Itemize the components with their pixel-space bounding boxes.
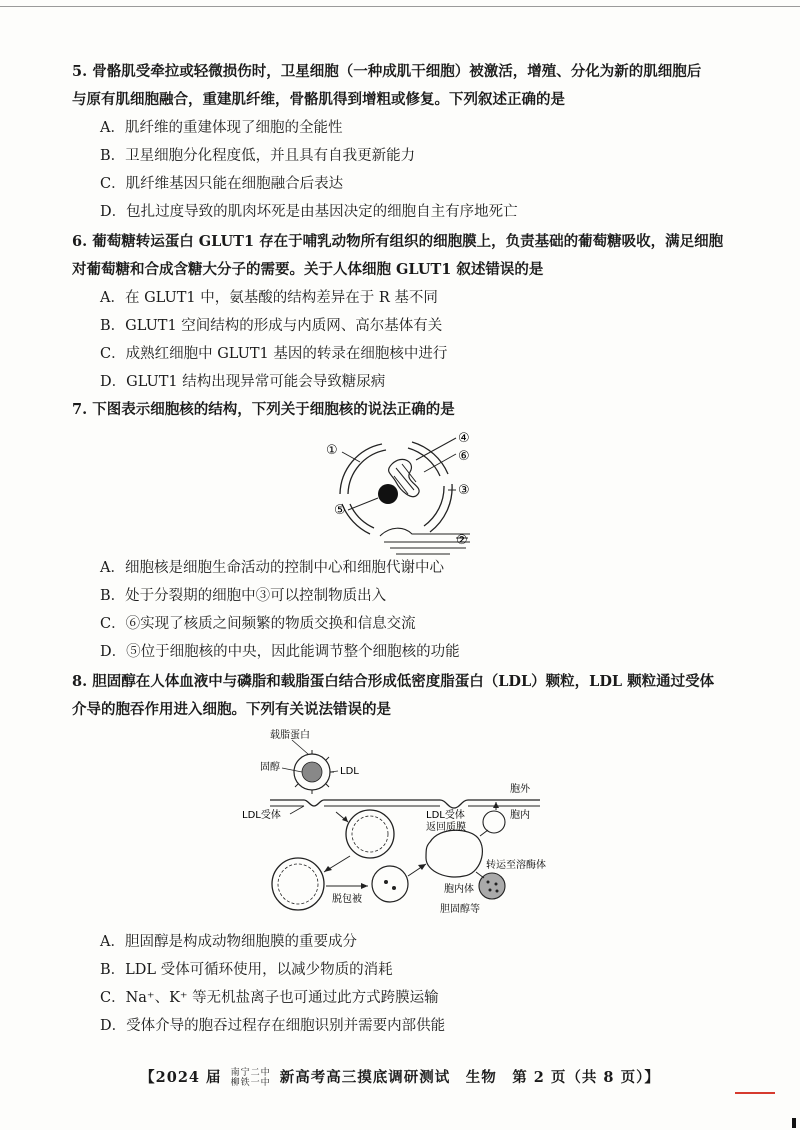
ldl-endocytosis-diagram xyxy=(240,726,570,918)
label-cholesterol: 固醇 xyxy=(260,762,280,773)
option-d: D．受体介导的胞吞过程存在细胞识别并需要内部供能 xyxy=(100,1018,446,1034)
stem-text: 胆固醇在人体血液中与磷脂和载脂蛋白结合形成低密度脂蛋白（LDL）颗粒，LDL 颗粒通过受体 xyxy=(92,673,715,690)
option-c: C．肌纤维基因只能在细胞融合后表达 xyxy=(100,176,344,192)
option-d: D．⑤位于细胞核的中央，因此能调节整个细胞核的功能 xyxy=(100,644,460,660)
question-8-stem-line-1 xyxy=(72,668,762,696)
label-inside: 胞内 xyxy=(510,810,530,821)
stem-text: 骨骼肌受牵拉或轻微损伤时，卫星细胞（一种成肌干细胞）被激活，增殖、分化为新的肌细胞后 xyxy=(92,63,702,80)
school-bottom: 柳铁一中 xyxy=(230,1078,271,1088)
option-a: A．细胞核是细胞生命活动的控制中心和细胞代谢中心 xyxy=(100,560,444,576)
page-edge-mark xyxy=(792,1118,796,1128)
top-rule xyxy=(0,6,800,7)
question-number: 5. xyxy=(72,63,88,80)
school-top: 南宁二中 xyxy=(230,1068,271,1078)
question-number: 6. xyxy=(72,233,88,250)
label-uncoat: 脱包被 xyxy=(332,894,362,905)
question-6-stem-line-2: 对葡萄糖和合成含糖大分子的需要。关于人体细胞 GLUT1 叙述错误的是 xyxy=(72,261,544,278)
option-b: B．卫星细胞分化程度低，并且具有自我更新能力 xyxy=(100,148,416,164)
label-2: ② xyxy=(456,533,468,548)
option-b: B．GLUT1 空间结构的形成与内质网、高尔基体有关 xyxy=(100,318,443,334)
question-6-stem-line-1 xyxy=(72,228,762,256)
option-c: C．Na⁺、K⁺ 等无机盐离子也可通过此方式跨膜运输 xyxy=(100,990,439,1006)
question-5-stem-line-1 xyxy=(72,58,762,86)
option-a: A．肌纤维的重建体现了细胞的全能性 xyxy=(100,120,343,136)
label-to-lysosome: 转运至溶酶体 xyxy=(486,860,546,871)
label-6: ⑥ xyxy=(458,449,470,464)
stem-text: 葡萄糖转运蛋白 GLUT1 存在于哺乳动物所有组织的细胞膜上，负责基础的葡萄糖吸收，满足细胞 xyxy=(92,233,724,250)
label-receptor-return-2: 返回质膜 xyxy=(426,822,466,833)
label-cholesterol-etc: 胆固醇等 xyxy=(440,904,480,915)
question-6 xyxy=(72,228,762,396)
label-4: ④ xyxy=(458,431,470,446)
option-a: A．胆固醇是构成动物细胞膜的重要成分 xyxy=(100,934,357,950)
label-endosome: 胞内体 xyxy=(444,884,474,895)
page-footer xyxy=(0,1066,800,1088)
label-3: ③ xyxy=(458,483,470,498)
label-outside: 胞外 xyxy=(510,784,530,795)
label-1: ① xyxy=(326,443,338,458)
question-number: 7. xyxy=(72,401,88,418)
question-8-stem xyxy=(72,668,762,724)
option-b: B．LDL 受体可循环使用，以减少物质的消耗 xyxy=(100,962,393,978)
label-5: ⑤ xyxy=(334,503,346,518)
nucleolus-mark xyxy=(378,484,398,504)
stem-text: 下图表示细胞核的结构，下列关于细胞核的说法正确的是 xyxy=(92,401,455,418)
footer-open: 【2024 届 xyxy=(140,1069,222,1086)
nucleus-structure-diagram xyxy=(320,428,480,558)
school-names xyxy=(231,1068,271,1088)
question-8-stem-line-2: 介导的胞吞作用进入细胞。下列有关说法错误的是 xyxy=(72,701,391,718)
label-apolipoprotein: 载脂蛋白 xyxy=(270,730,310,741)
option-d: D．包扎过度导致的肌肉坏死是由基因决定的细胞自主有序地死亡 xyxy=(100,204,518,220)
option-b: B．处于分裂期的细胞中③可以控制物质出入 xyxy=(100,588,387,604)
question-number: 8. xyxy=(72,673,88,690)
question-5-stem-line-2: 与原有肌细胞融合，重建肌纤维，骨骼肌得到增粗或修复。下列叙述正确的是 xyxy=(72,91,565,108)
option-c: C．⑥实现了核质之间频繁的物质交换和信息交流 xyxy=(100,616,416,632)
option-c: C．成熟红细胞中 GLUT1 基因的转录在细胞核中进行 xyxy=(100,346,448,362)
label-ldl-receptor: LDL受体 xyxy=(242,810,281,821)
question-7-stem-line-1 xyxy=(72,396,762,424)
question-7-stem xyxy=(72,396,762,424)
footer-rest: 新高考高三摸底调研测试 生物 第 2 页（共 8 页）】 xyxy=(279,1069,660,1086)
option-a: A．在 GLUT1 中，氨基酸的结构差异在于 R 基不同 xyxy=(100,290,438,306)
option-d: D．GLUT1 结构出现异常可能会导致糖尿病 xyxy=(100,374,386,390)
red-underline-mark xyxy=(735,1092,775,1094)
question-5 xyxy=(72,58,762,226)
label-receptor-return-1: LDL受体 xyxy=(426,810,465,821)
label-ldl: LDL xyxy=(340,766,359,777)
question-7-options xyxy=(72,554,762,666)
question-8-options xyxy=(72,928,762,1040)
